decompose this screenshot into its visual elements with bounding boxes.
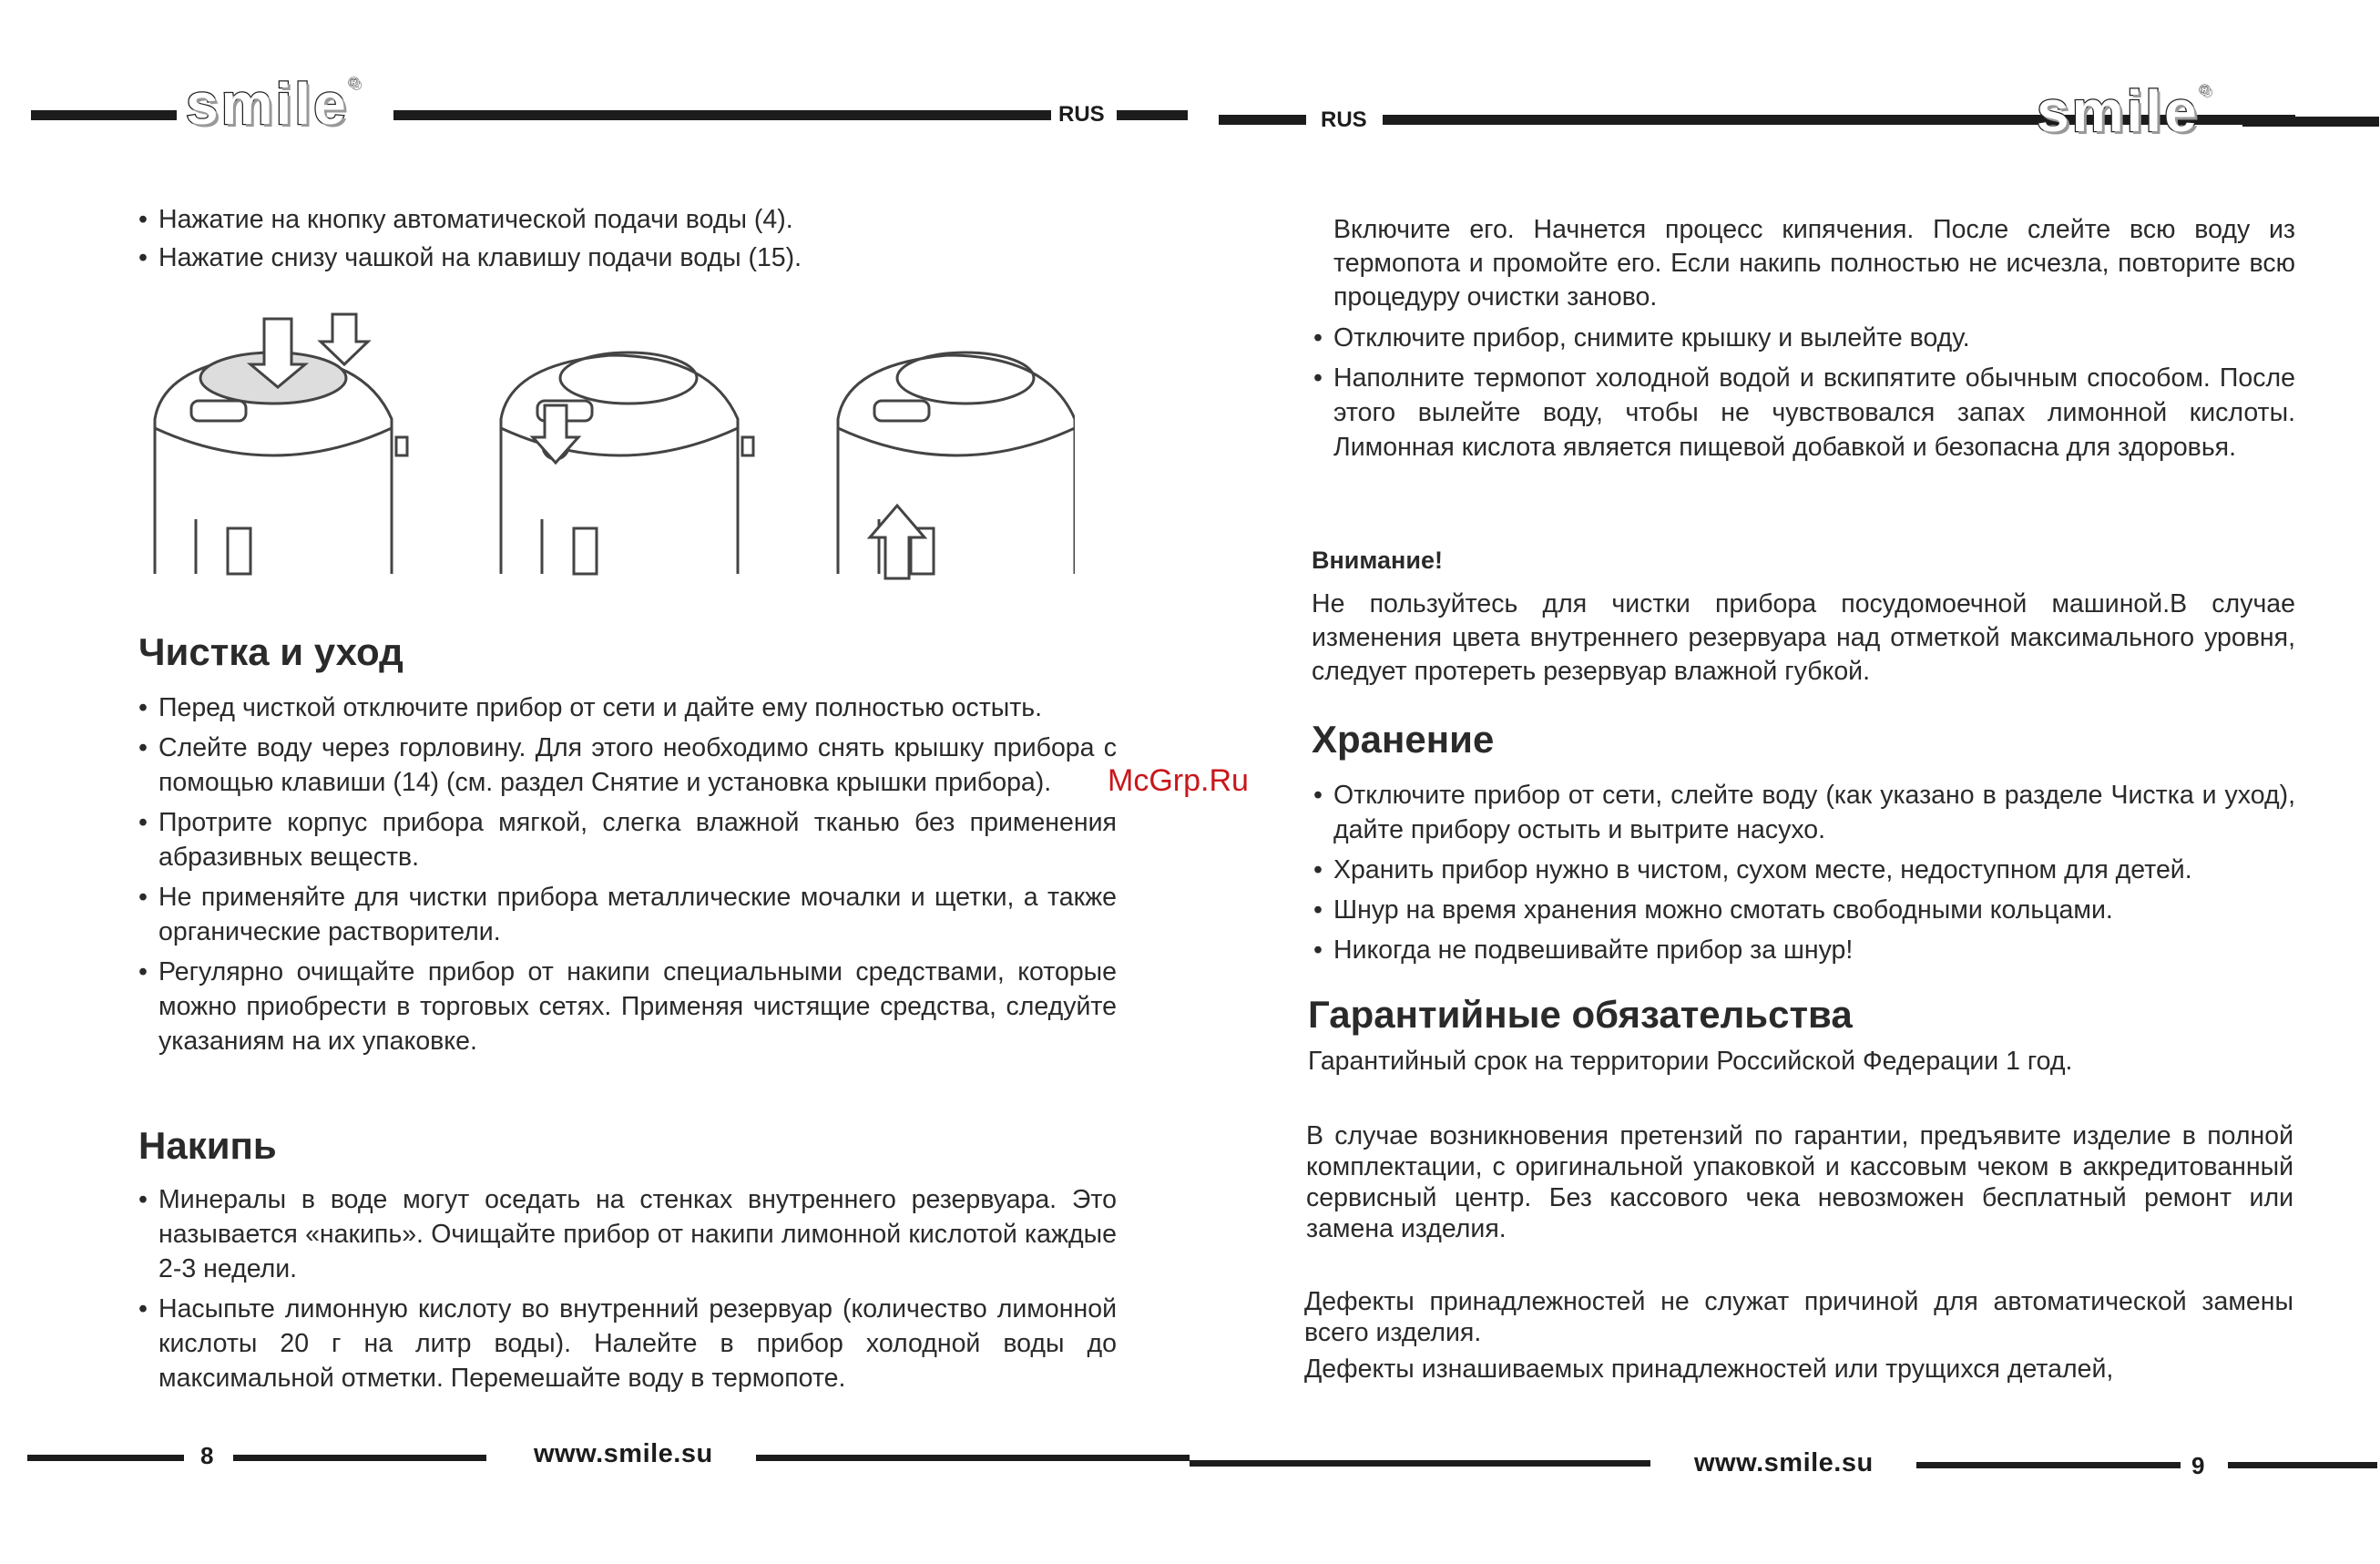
- page-number: 9: [2191, 1452, 2205, 1479]
- list-item: • Наполните термопот холодной водой и вскипятите обычным способом. После этого вылейте воду, чтобы не чувствовался запах лимонной кислоты. Лимонная кислота является пищевой добавкой и безопасна для здоровья.: [1313, 361, 2295, 465]
- list-item: • Отключите прибор, снимите крышку и вылейте воду.: [1313, 321, 2295, 355]
- footer-rule: [233, 1455, 486, 1461]
- website-link[interactable]: www.smile.su: [534, 1439, 713, 1468]
- header-rule: [31, 110, 177, 120]
- language-label: RUS: [1058, 102, 1105, 127]
- warranty-defects-2: Дефекты изнашиваемых принадлежностей или трущихся деталей,: [1304, 1354, 2114, 1384]
- brand-logo: smile®: [2037, 78, 2213, 144]
- warranty-claims: В случае возникновения претензий по гарантии, предъявите изделие в полной комплектации, с оригинальной упаковкой и кассовым чеком в аккредитованный сервисный центр. Без кассового чека невозможен бесплатный ремонт или замена изделия.: [1306, 1121, 2293, 1243]
- list-item: • Насыпьте лимонную кислоту во внутренний резервуар (количество лимонной кислоты 20 г на литр воды). Налейте в прибор холодной воды до максимальной отметки. Перемешайте воду в термопоте.: [138, 1292, 1117, 1395]
- list-item: • Не применяйте для чистки прибора металлические мочалки и щетки, а также органические растворители.: [138, 880, 1117, 949]
- intro-list: [138, 202, 1104, 279]
- header-rule: [2242, 117, 2379, 127]
- scale-list: [138, 1182, 1117, 1401]
- kettle-illustrations: [146, 301, 1075, 583]
- page-number: 8: [200, 1442, 214, 1469]
- list-item: • Хранить прибор нужно в чистом, сухом месте, недоступном для детей.: [1313, 853, 2295, 887]
- kettle-figure-2: [501, 353, 753, 574]
- list-item: • Слейте воду через горловину. Для этого необходимо снять крышку прибора с помощью клавиши (14) (см. раздел Снятие и установка крышки прибора).: [138, 731, 1117, 800]
- section-title-scale: Накипь: [138, 1124, 277, 1167]
- list-item: • Шнур на время хранения можно смотать свободными кольцами.: [1313, 893, 2295, 927]
- kettle-figure-1: [155, 314, 407, 574]
- footer-rule: [27, 1455, 184, 1461]
- list-item: • Минералы в воде могут оседать на стенках внутреннего резервуара. Это называется «накипь». Очищайте прибор от накипи лимонной кислотой каждые 2-3 недели.: [138, 1182, 1117, 1286]
- section-title-cleaning: Чистка и уход: [138, 630, 403, 673]
- language-label: RUS: [1321, 107, 1367, 132]
- continuation-text: Включите его. Начнется процесс кипячения. После слейте всю воду из термопота и промойте его. Если накипь полностью не исчезла, повторите всю процедуру очистки заново.: [1333, 215, 2295, 312]
- warranty-term: Гарантийный срок на территории Российской Федерации 1 год.: [1308, 1047, 2073, 1076]
- footer-rule: [1190, 1460, 1650, 1467]
- attention-title: Внимание!: [1312, 547, 1443, 574]
- footer-rule: [1916, 1462, 2181, 1468]
- cleaning-list: [138, 690, 1117, 1064]
- continuation-list: [1313, 321, 2295, 470]
- section-title-storage: Хранение: [1312, 718, 1495, 761]
- brand-logo: smile®: [186, 71, 363, 137]
- footer-rule: [2228, 1462, 2377, 1468]
- header-rule: [1219, 115, 1306, 125]
- list-item: • Отключите прибор от сети, слейте воду (как указано в разделе Чистка и уход), дайте прибору остыть и вытрите насухо.: [1313, 778, 2295, 847]
- attention-text: Не пользуйтесь для чистки прибора посудомоечной машиной.В случае изменения цвета внутреннего резервуара над отметкой максимального уровня, следует протереть резервуар влажной губкой.: [1312, 589, 2295, 686]
- header-rule: [1117, 110, 1188, 120]
- list-item: • Перед чисткой отключите прибор от сети и дайте ему полностью остыть.: [138, 690, 1117, 725]
- list-item: • Нажатие снизу чашкой на клавишу подачи воды (15).: [138, 240, 1104, 275]
- warranty-defects-1: Дефекты принадлежностей не служат причиной для автоматической замены всего изделия.: [1304, 1287, 2293, 1347]
- list-item: • Протрите корпус прибора мягкой, слегка влажной тканью без применения абразивных веществ.: [138, 805, 1117, 874]
- section-title-warranty: Гарантийные обязательства: [1308, 993, 1853, 1036]
- list-item: • Нажатие на кнопку автоматической подачи воды (4).: [138, 202, 1104, 237]
- footer-rule: [756, 1455, 1190, 1461]
- storage-list: [1313, 778, 2295, 973]
- list-item: • Никогда не подвешивайте прибор за шнур!: [1313, 933, 2295, 967]
- website-link[interactable]: www.smile.su: [1694, 1448, 1874, 1477]
- watermark: McGrp.Ru: [1108, 763, 1249, 798]
- right-page: [1190, 0, 2380, 1564]
- list-item: • Регулярно очищайте прибор от накипи специальными средствами, которые можно приобрести в торговых сетях. Применяя чистящие средства, следуйте указаниям на их упаковке.: [138, 955, 1117, 1058]
- header-rule: [393, 110, 1051, 120]
- kettle-figure-3: [838, 353, 1075, 578]
